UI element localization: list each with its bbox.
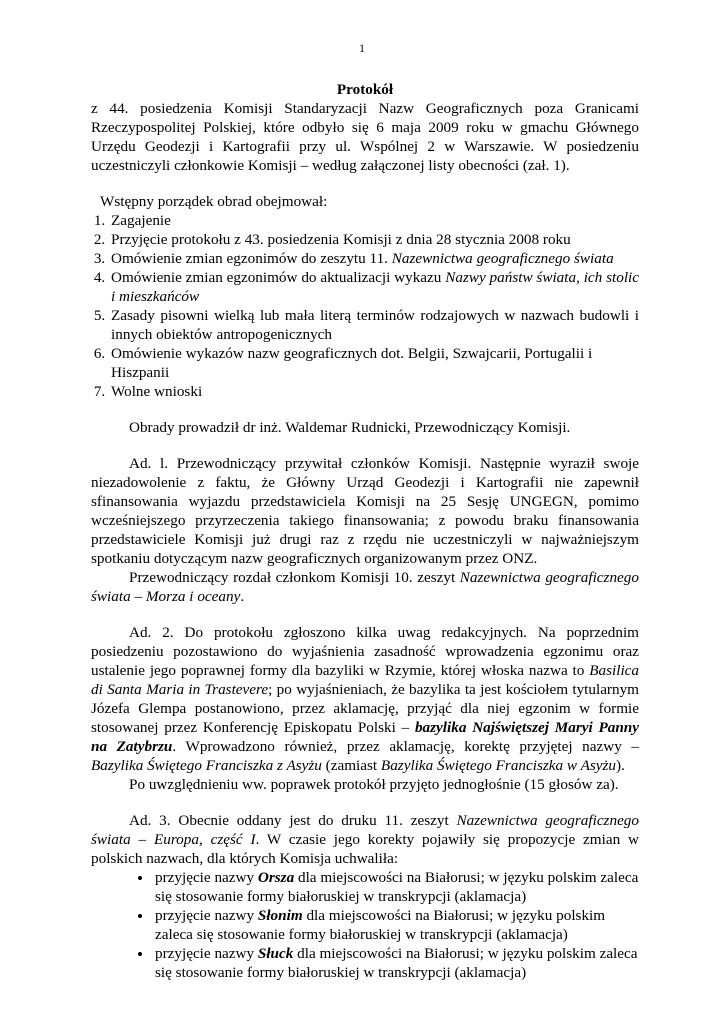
agenda-item: 2. Przyjęcie protokołu z 43. posiedzenia Komisji z dnia 28 stycznia 2008 roku xyxy=(109,230,639,249)
agenda-item: 7. Wolne wnioski xyxy=(109,382,639,401)
ad3-paragraph: Ad. 3. Obecnie oddany jest do druku 11. zeszyt Nazewnictwa geograficznego świata – Europa, część I. W czasie jego korekty pojawiły się propozycje zmian w polskich nazwach, dla których Komisja uchwaliła: xyxy=(91,812,639,867)
agenda-item: 5. Zasady pisowni wielką lub mała literą terminów rodzajowych w nazwach budowli i innych obiektów antropogenicznych xyxy=(109,306,639,344)
document-title: Protokół xyxy=(336,81,394,98)
agenda-item: 3. Omówienie zmian egzonimów do zeszytu 11. Nazewnictwa geograficznego świata xyxy=(109,249,639,268)
list-item: • przyjęcie nazwy Słonim dla miejscowości na Białorusi; w języku polskim zaleca się stosowanie formy białoruskiej w transkrypcji (aklamacja) xyxy=(153,906,639,944)
agenda-list xyxy=(91,211,639,401)
ad1-zeszyt-paragraph: Przewodniczący rozdał członkom Komisji 10. zeszyt Nazewnictwa geograficznego świata – Morza i oceany. xyxy=(91,569,639,605)
page-number: 1 xyxy=(359,41,365,55)
list-item: • przyjęcie nazwy Orsza dla miejscowości na Białorusi; w języku polskim zaleca się stosowanie formy białoruskiej w transkrypcji (aklamacja) xyxy=(153,868,639,906)
list-item: • przyjęcie nazwy Słuck dla miejscowości na Białorusi; w języku polskim zaleca się stosowanie formy białoruskiej w transkrypcji (aklamacja) xyxy=(153,944,639,982)
document-body xyxy=(91,80,639,982)
agenda-heading: Wstępny porządek obrad obejmował: xyxy=(100,193,328,210)
ad2-paragraph: Ad. 2. Do protokołu zgłoszono kilka uwag redakcyjnych. Na poprzednim posiedzeniu pozostawiono do wyjaśnienia zasadność wprowadzenia egzonimu oraz ustalenie jego poprawnej formy dla bazyliki w Rzymie, której włoska nazwa to Basilica di Santa Maria in Trastevere; po wyjaśnieniach, że bazylika ta jest kościołem tytularnym Józefa Glempa postanowiono, przez aklamację, przyjąć dla niej egzonim w formie stosowanej przez Konferencję Episkopatu Polski – bazylika Najświętszej Maryi Panny na Zatybrzu. Wprowadzono również, przez aklamację, korektę przyjętej nazwy – Bazylika Świętego Franciszka z Asyżu (zamiast Bazylika Świętego Franciszka w Asyżu). xyxy=(91,624,640,774)
chair-line: Obrady prowadził dr inż. Waldemar Rudnicki, Przewodniczący Komisji. xyxy=(129,419,571,436)
intro-paragraph: z 44. posiedzenia Komisji Standaryzacji Nazw Geograficznych poza Granicami Rzeczypospolitej Polskiej, które odbyło się 6 maja 2009 roku w gmachu Głównego Urzędu Geodezji i Kartografii przy ul. Wspólnej 2 w Warszawie. W posiedzeniu uczestniczyli członkowie Komisji – według załączonej listy obecności (zał. 1). xyxy=(91,100,639,174)
agenda-item: 6. Omówienie wykazów nazw geograficznych dot. Belgii, Szwajcarii, Portugalii i Hiszpanii xyxy=(109,344,639,382)
agenda-item: 4. Omówienie zmian egzonimów do aktualizacji wykazu Nazwy państw świata, ich stolic i mieszkańców xyxy=(109,268,639,306)
agenda-item: 1. Zagajenie xyxy=(109,211,639,230)
ad2-vote-paragraph: Po uwzględnieniu ww. poprawek protokół przyjęto jednogłośnie (15 głosów za). xyxy=(129,776,619,793)
ad3-list xyxy=(91,868,639,982)
ad1-paragraph: Ad. l. Przewodniczący przywitał członków Komisji. Następnie wyraził swoje niezadowolenie z faktu, że Główny Urząd Geodezji i Kartografii nie zapewnił sfinansowania wyjazdu przedstawiciela Komisji na 25 Sesję UNGEGN, pomimo wcześniejszego przyrzeczenia takiego finansowania; z powodu braku finansowania przedstawiciele Komisji już drugi raz z rzędu nie uczestniczyli w najważniejszym spotkaniu dotyczącym nazw geograficznych organizowanym przez ONZ. xyxy=(91,455,639,567)
